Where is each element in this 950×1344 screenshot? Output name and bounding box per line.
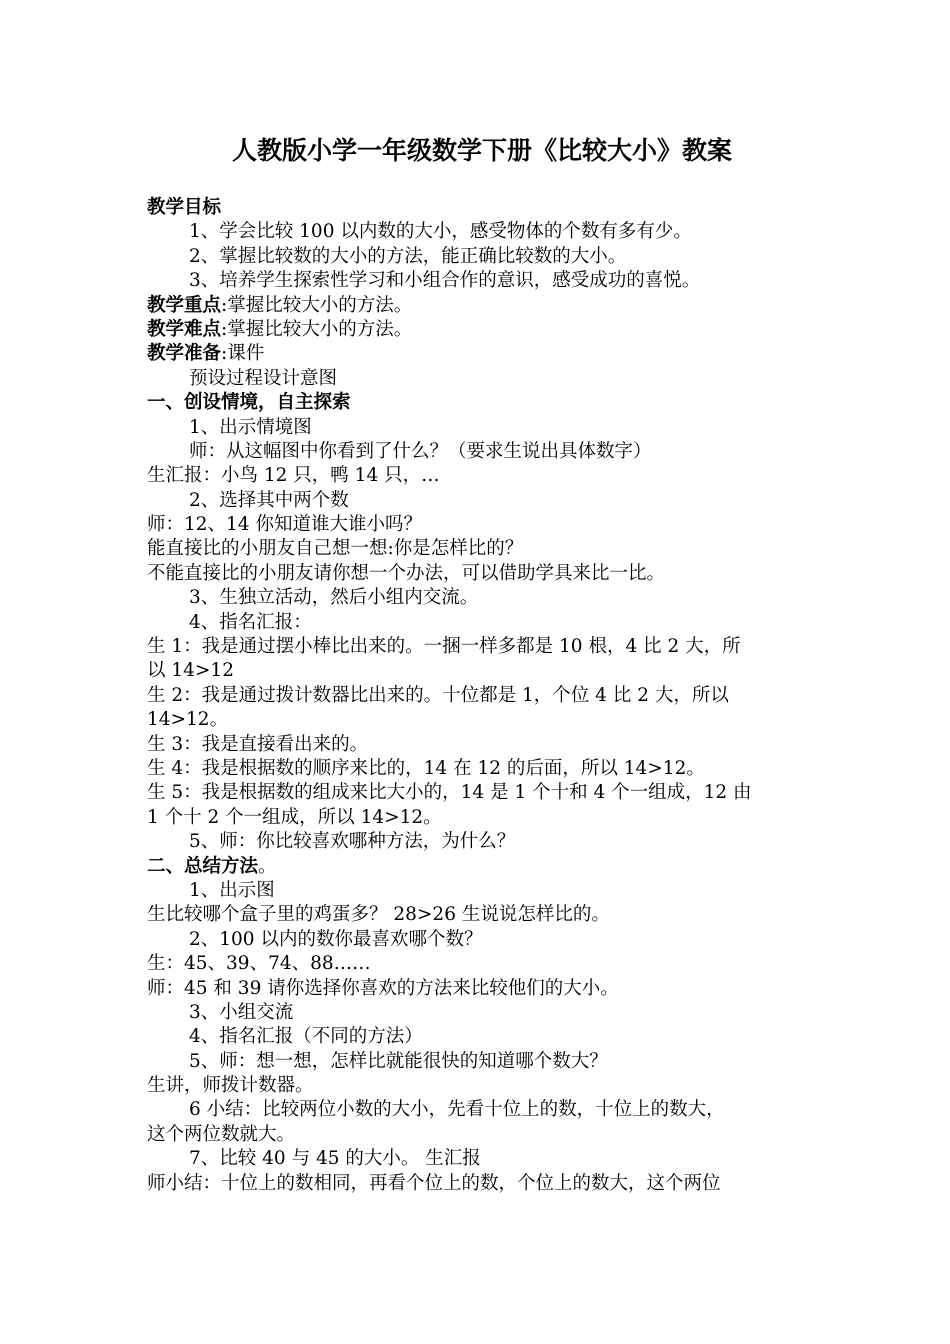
text-line bbox=[147, 659, 817, 683]
line-text: 6 小结：比较两位小数的大小，先看十位上的数，十位上的数大， bbox=[189, 1099, 725, 1121]
text-line bbox=[147, 586, 817, 610]
bold-heading: 教学重点 bbox=[147, 294, 222, 316]
line-text: 这个两位数就大。 bbox=[147, 1123, 296, 1145]
line-text: 2、选择其中两个数 bbox=[189, 489, 349, 511]
text-line bbox=[147, 562, 817, 586]
text-line bbox=[147, 611, 817, 635]
text-line bbox=[147, 1074, 817, 1098]
line-text: 以 14>12 bbox=[147, 660, 234, 682]
line-text: 2、100 以内的数你最喜欢哪个数？ bbox=[189, 928, 483, 950]
text-line bbox=[147, 684, 817, 708]
bold-heading: 二、总结方法 bbox=[147, 855, 259, 877]
text-line bbox=[147, 903, 817, 927]
line-text: 14>12。 bbox=[147, 709, 229, 731]
line-text: 生 1：我是通过摆小棒比出来的。一捆一样多都是 10 根，4 比 2 大，所 bbox=[147, 636, 741, 658]
line-text: 生汇报：小鸟 12 只，鸭 14 只，… bbox=[147, 465, 440, 487]
text-line bbox=[147, 440, 817, 464]
line-text: 3、培养学生探索性学习和小组合作的意识，感受成功的喜悦。 bbox=[189, 270, 701, 292]
line-text: 师：从这幅图中你看到了什么？（要求生说出具体数字） bbox=[189, 440, 652, 462]
text-line bbox=[147, 513, 817, 537]
document-title: 人教版小学一年级数学下册《比较大小》教案 bbox=[231, 136, 732, 165]
line-text: 4、指名汇报： bbox=[189, 611, 312, 633]
line-text: 生 2：我是通过拨计数器比出来的。十位都是 1，个位 4 比 2 大，所以 bbox=[147, 684, 729, 706]
line-text: 师：45 和 39 请你选择你喜欢的方法来比较他们的大小。 bbox=[147, 977, 619, 999]
line-text: 不能直接比的小朋友请你想一个办法，可以借助学具来比一比。 bbox=[147, 562, 666, 584]
text-line bbox=[147, 635, 817, 659]
line-text: 2、掌握比较数的大小的方法，能正确比较数的大小。 bbox=[189, 245, 627, 267]
line-text: 能直接比的小朋友自己想一想:你是怎样比的？ bbox=[147, 538, 524, 560]
line-text: 1、出示情境图 bbox=[189, 416, 312, 438]
bold-heading: 教学目标 bbox=[147, 197, 222, 218]
text-line bbox=[147, 1123, 817, 1147]
text-line bbox=[147, 952, 817, 976]
text-line bbox=[147, 757, 817, 781]
text-line bbox=[147, 196, 817, 220]
text-line bbox=[147, 367, 817, 391]
text-line bbox=[147, 269, 817, 293]
text-line bbox=[147, 391, 817, 415]
text-line bbox=[147, 318, 817, 342]
text-line bbox=[147, 1147, 817, 1171]
line-text: 师小结：十位上的数相同，再看个位上的数，个位上的数大，这个两位 bbox=[147, 1172, 721, 1194]
line-text: 生：45、39、74、88…… bbox=[147, 953, 371, 975]
line-text: 7、比较 40 与 45 的大小。 生汇报 bbox=[189, 1148, 481, 1170]
text-line bbox=[147, 977, 817, 1001]
text-line bbox=[147, 1001, 817, 1025]
line-text: :课件 bbox=[221, 343, 265, 365]
line-text: 5、师：想一想，怎样比就能很快的知道哪个数大？ bbox=[189, 1050, 608, 1072]
line-text: :掌握比较大小的方法。 bbox=[221, 294, 413, 316]
text-line bbox=[147, 464, 817, 488]
text-line bbox=[147, 781, 817, 805]
text-line bbox=[147, 1098, 817, 1122]
text-line bbox=[147, 879, 817, 903]
line-text: 师：12、14 你知道谁大谁小吗？ bbox=[147, 514, 422, 536]
text-line bbox=[147, 537, 817, 561]
text-line bbox=[147, 489, 817, 513]
line-text: 生 3：我是直接看出来的。 bbox=[147, 733, 369, 755]
line-text: 预设过程设计意图 bbox=[189, 367, 338, 389]
text-line bbox=[147, 708, 817, 732]
text-line bbox=[147, 416, 817, 440]
text-line bbox=[147, 733, 817, 757]
line-text: 5、师：你比较喜欢哪种方法，为什么？ bbox=[189, 831, 516, 853]
line-text: 3、生独立活动，然后小组内交流。 bbox=[189, 587, 479, 609]
line-text: 。 bbox=[258, 855, 277, 877]
line-text: 生讲，师拨计数器。 bbox=[147, 1075, 314, 1097]
text-line bbox=[147, 1025, 817, 1049]
line-text: 生 4：我是根据数的顺序来比的，14 在 12 的后面，所以 14>12。 bbox=[147, 757, 705, 779]
text-line bbox=[147, 245, 817, 269]
bold-heading: 教学难点 bbox=[147, 318, 222, 340]
line-text: 生 5：我是根据数的组成来比大小的，14 是 1 个十和 4 个一组成，12 由 bbox=[147, 782, 752, 804]
text-line bbox=[147, 806, 817, 830]
text-line bbox=[147, 1050, 817, 1074]
text-line bbox=[147, 1172, 817, 1196]
line-text: 1、学会比较 100 以内数的大小，感受物体的个数有多有少。 bbox=[189, 221, 692, 243]
line-text: 1 个十 2 个一组成，所以 14>12。 bbox=[147, 806, 442, 828]
text-line bbox=[147, 855, 817, 879]
text-line bbox=[147, 928, 817, 952]
text-line bbox=[147, 830, 817, 854]
text-line bbox=[147, 294, 817, 318]
line-text: 1、出示图 bbox=[189, 879, 275, 901]
line-text: 3、小组交流 bbox=[189, 1001, 294, 1023]
bold-heading: 教学准备 bbox=[147, 343, 222, 365]
document-body bbox=[147, 196, 817, 1196]
line-text: 4、指名汇报（不同的方法） bbox=[189, 1026, 423, 1048]
bold-heading: 一、创设情境，自主探索 bbox=[147, 392, 351, 414]
text-line bbox=[147, 220, 817, 244]
line-text: 生比较哪个盒子里的鸡蛋多？ 28>26 生说说怎样比的。 bbox=[147, 904, 610, 926]
line-text: :掌握比较大小的方法。 bbox=[221, 318, 413, 340]
text-line bbox=[147, 342, 817, 366]
